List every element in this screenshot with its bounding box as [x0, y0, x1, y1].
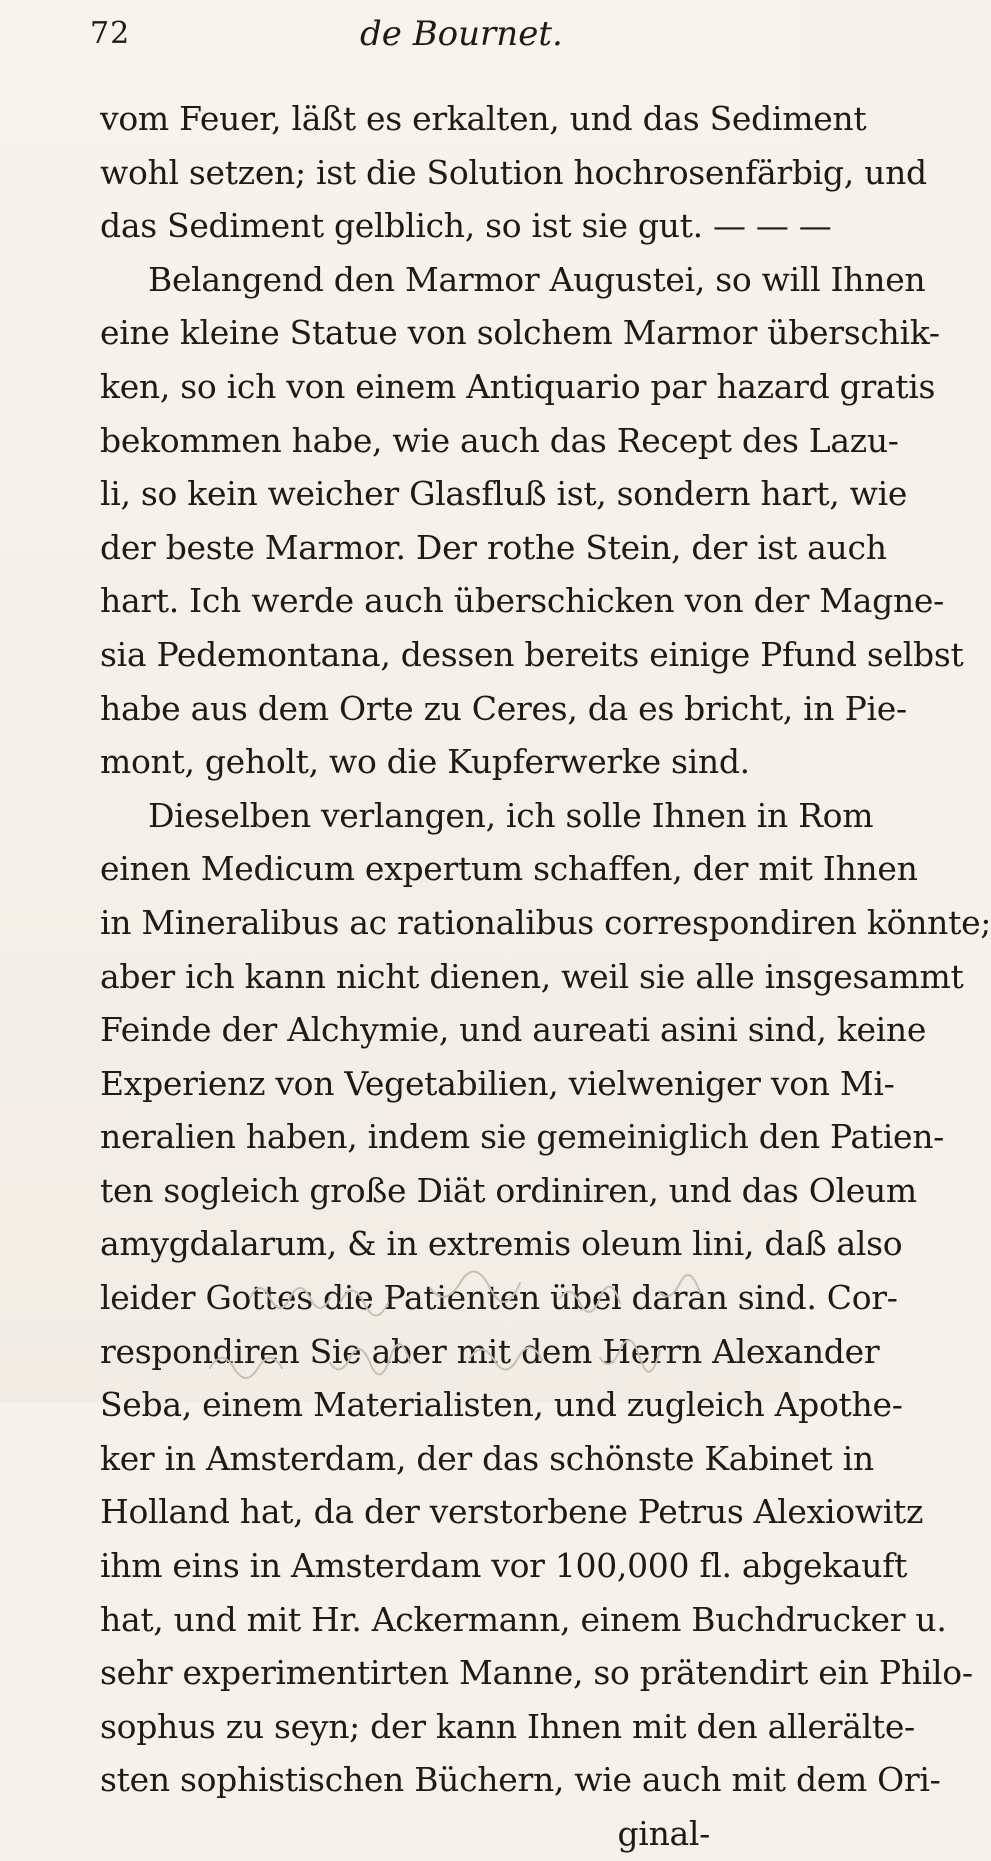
text-line: ihm eins in Amsterdam vor 100,000 fl. abgekauft [100, 1546, 908, 1586]
page-header [90, 10, 750, 60]
text-line: bekommen habe, wie auch das Recept des Lazu- [100, 420, 899, 460]
text-line: leider Gottes die Patienten übel daran sind. Cor- [100, 1278, 898, 1318]
text-line: ker in Amsterdam, der das schönste Kabinet in [100, 1438, 874, 1478]
handwritten-marginalia [0, 1258, 898, 1398]
text-line: habe aus dem Orte zu Ceres, da es bricht, in Pie- [100, 688, 907, 728]
text-line: Holland hat, da der verstorbene Petrus Alexiowitz [100, 1492, 924, 1532]
text-line: hat, und mit Hr. Ackermann, einem Buchdrucker u. [100, 1599, 947, 1639]
text-line: sehr experimentirten Manne, so prätendirt ein Philo- [100, 1653, 973, 1693]
paragraph-start-line: Belangend den Marmor Augustei, so will Ihnen [148, 259, 926, 299]
text-line: das Sediment gelblich, so ist sie gut. — — — [100, 206, 832, 246]
text-line: aber ich kann nicht dienen, weil sie alle insgesammt [100, 956, 964, 996]
text-line: sia Pedemontana, dessen bereits einige Pfund selbst [100, 634, 964, 674]
body-text [100, 92, 991, 1861]
text-line: eine kleine Statue von solchem Marmor überschik- [100, 313, 940, 353]
text-line: neralien haben, indem sie gemeiniglich den Patien- [100, 1117, 945, 1157]
text-line: sten sophistischen Büchern, wie auch mit dem Ori- [100, 1760, 941, 1800]
paragraph-start-line: Dieselben verlangen, ich solle Ihnen in Rom [148, 795, 874, 835]
text-line: ginal- [617, 1814, 710, 1853]
text-line: amygdalarum, & in extremis oleum lini, daß also [100, 1224, 903, 1264]
text-line: Experienz von Vegetabilien, vielweniger von Mi- [100, 1063, 895, 1103]
text-line: sophus zu seyn; der kann Ihnen mit den allerälte- [100, 1706, 915, 1746]
text-line: hart. Ich werde auch überschicken von der Magne- [100, 581, 945, 621]
text-line: einen Medicum expertum schaffen, der mit Ihnen [100, 849, 918, 889]
text-line: wohl setzen; ist die Solution hochrosenfärbig, und [100, 152, 927, 192]
text-line: mont, geholt, wo die Kupferwerke sind. [100, 742, 750, 782]
text-line: ken, so ich von einem Antiquario par hazard gratis [100, 366, 936, 406]
text-line: der beste Marmor. Der rothe Stein, der ist auch [100, 527, 887, 567]
text-line: vom Feuer, läßt es erkalten, und das Sediment [100, 99, 867, 138]
text-line: li, so kein weicher Glasfluß ist, sondern hart, wie [100, 474, 908, 514]
page-number: 72 [90, 16, 131, 51]
text-line: Feinde der Alchymie, und aureati asini sind, keine [100, 1010, 927, 1050]
text-line: respondiren Sie aber mit dem Herrn Alexander [100, 1331, 880, 1371]
running-head: de Bournet. [360, 14, 563, 54]
text-line: Seba, einem Materialisten, und zugleich Apothe- [100, 1385, 903, 1425]
text-line: ten sogleich große Diät ordiniren, und das Oleum [100, 1170, 917, 1210]
text-line: in Mineralibus ac rationalibus correspondiren könnte; [100, 902, 991, 942]
